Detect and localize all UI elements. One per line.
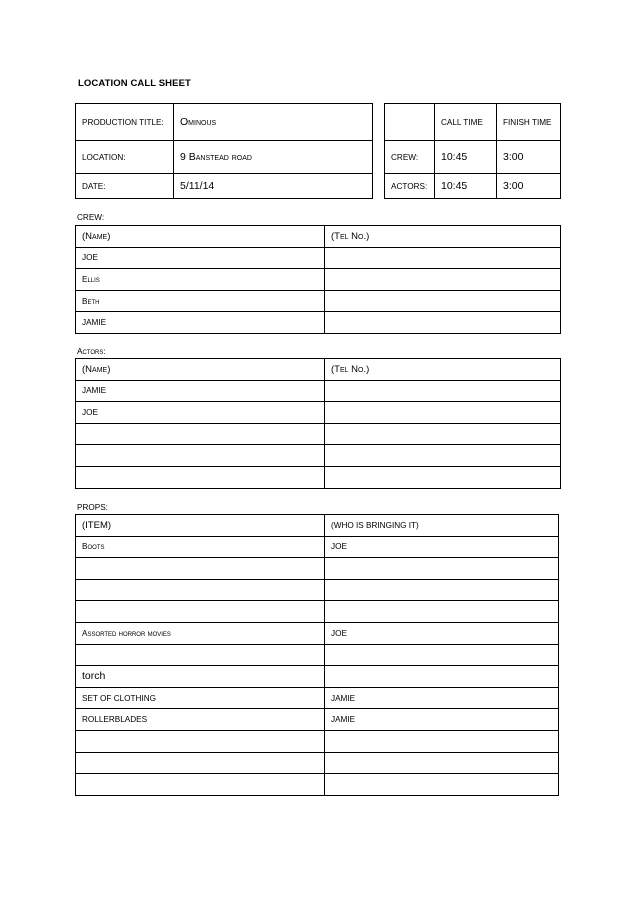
prop-item-cell: Boots: [76, 536, 325, 558]
production-title-row: [76, 104, 373, 141]
crew-tel-cell: [325, 269, 561, 291]
actor-tel-cell: [325, 380, 561, 402]
actor-tel-cell: [325, 402, 561, 424]
table-row: [76, 774, 559, 796]
sheet-title: LOCATION CALL SHEET: [78, 78, 191, 89]
table-row: [76, 380, 561, 402]
prop-item-cell: [76, 730, 325, 752]
table-row: [76, 752, 559, 774]
finish-time-header: FINISH TIME: [497, 104, 561, 141]
crew-call-time: 10:45: [435, 141, 497, 174]
table-row: [76, 644, 559, 666]
crew-time-row: [385, 141, 561, 174]
table-row: [76, 536, 559, 558]
actor-tel-cell: [325, 445, 561, 467]
actors-table: [75, 358, 561, 489]
prop-item-cell: SET OF CLOTHING: [76, 687, 325, 709]
crew-tel-cell: [325, 247, 561, 269]
date-row: [76, 174, 373, 199]
table-row: [76, 402, 561, 424]
table-row: [76, 423, 561, 445]
prop-who-cell: [325, 774, 559, 796]
table-row: [76, 622, 559, 644]
crew-section-label: CREW:: [77, 213, 105, 222]
table-row: [76, 709, 559, 731]
production-info-table: [75, 103, 373, 199]
crew-name-cell: JOE: [76, 247, 325, 269]
table-row: [76, 601, 559, 623]
crew-finish-time: 3:00: [497, 141, 561, 174]
table-row: [76, 290, 561, 312]
prop-item-cell: [76, 558, 325, 580]
table-row: [76, 579, 559, 601]
props-header-row: [76, 515, 559, 537]
props-section-label: PROPS:: [77, 503, 108, 512]
table-row: [76, 687, 559, 709]
prop-who-cell: [325, 666, 559, 688]
props-who-header: (WHO IS BRINGING IT): [325, 515, 559, 537]
prop-item-cell: ROLLERBLADES: [76, 709, 325, 731]
crew-tel-cell: [325, 290, 561, 312]
actors-section-label: Actors:: [77, 347, 106, 356]
call-time-header-row: [385, 104, 561, 141]
prop-item-cell: [76, 774, 325, 796]
production-title-value: Ominous: [174, 104, 373, 141]
actor-tel-cell: [325, 466, 561, 488]
prop-who-cell: [325, 644, 559, 666]
table-row: [76, 558, 559, 580]
props-table: [75, 514, 559, 796]
actor-name-cell: JOE: [76, 402, 325, 424]
actor-name-cell: [76, 466, 325, 488]
prop-who-cell: [325, 601, 559, 623]
prop-item-cell: [76, 601, 325, 623]
call-time-header-blank: [385, 104, 435, 141]
actor-name-cell: [76, 423, 325, 445]
prop-item-cell: [76, 644, 325, 666]
actors-time-label: ACTORS:: [385, 174, 435, 199]
actor-name-cell: JAMIE: [76, 380, 325, 402]
table-row: [76, 666, 559, 688]
prop-item-cell: torch: [76, 666, 325, 688]
crew-tel-cell: [325, 312, 561, 334]
actors-time-row: [385, 174, 561, 199]
prop-item-cell: [76, 579, 325, 601]
props-item-header: (ITEM): [76, 515, 325, 537]
prop-who-cell: [325, 752, 559, 774]
table-row: [76, 466, 561, 488]
table-row: [76, 269, 561, 291]
location-value: 9 Banstead road: [174, 141, 373, 174]
crew-time-label: CREW:: [385, 141, 435, 174]
prop-who-cell: JAMIE: [325, 687, 559, 709]
crew-tel-header: (Tel No.): [325, 226, 561, 248]
production-title-label: PRODUCTION TITLE:: [76, 104, 174, 141]
location-row: [76, 141, 373, 174]
crew-name-header: (Name): [76, 226, 325, 248]
table-row: [76, 445, 561, 467]
actors-finish-time: 3:00: [497, 174, 561, 199]
prop-who-cell: [325, 730, 559, 752]
prop-who-cell: JOE: [325, 622, 559, 644]
table-row: [76, 247, 561, 269]
actors-call-time: 10:45: [435, 174, 497, 199]
prop-who-cell: JOE: [325, 536, 559, 558]
prop-who-cell: [325, 558, 559, 580]
crew-name-cell: Beth: [76, 290, 325, 312]
actors-tel-header: (Tel No.): [325, 359, 561, 381]
crew-name-cell: JAMIE: [76, 312, 325, 334]
actor-tel-cell: [325, 423, 561, 445]
prop-item-cell: Assorted horror movies: [76, 622, 325, 644]
call-time-table: [384, 103, 561, 199]
actors-header-row: [76, 359, 561, 381]
prop-item-cell: [76, 752, 325, 774]
date-label: DATE:: [76, 174, 174, 199]
call-time-header: CALL TIME: [435, 104, 497, 141]
actors-name-header: (Name): [76, 359, 325, 381]
date-value: 5/11/14: [174, 174, 373, 199]
crew-name-cell: Ellis: [76, 269, 325, 291]
crew-header-row: [76, 226, 561, 248]
actor-name-cell: [76, 445, 325, 467]
table-row: [76, 730, 559, 752]
prop-who-cell: [325, 579, 559, 601]
table-row: [76, 312, 561, 334]
crew-table: [75, 225, 561, 334]
location-label: LOCATION:: [76, 141, 174, 174]
prop-who-cell: JAMIE: [325, 709, 559, 731]
